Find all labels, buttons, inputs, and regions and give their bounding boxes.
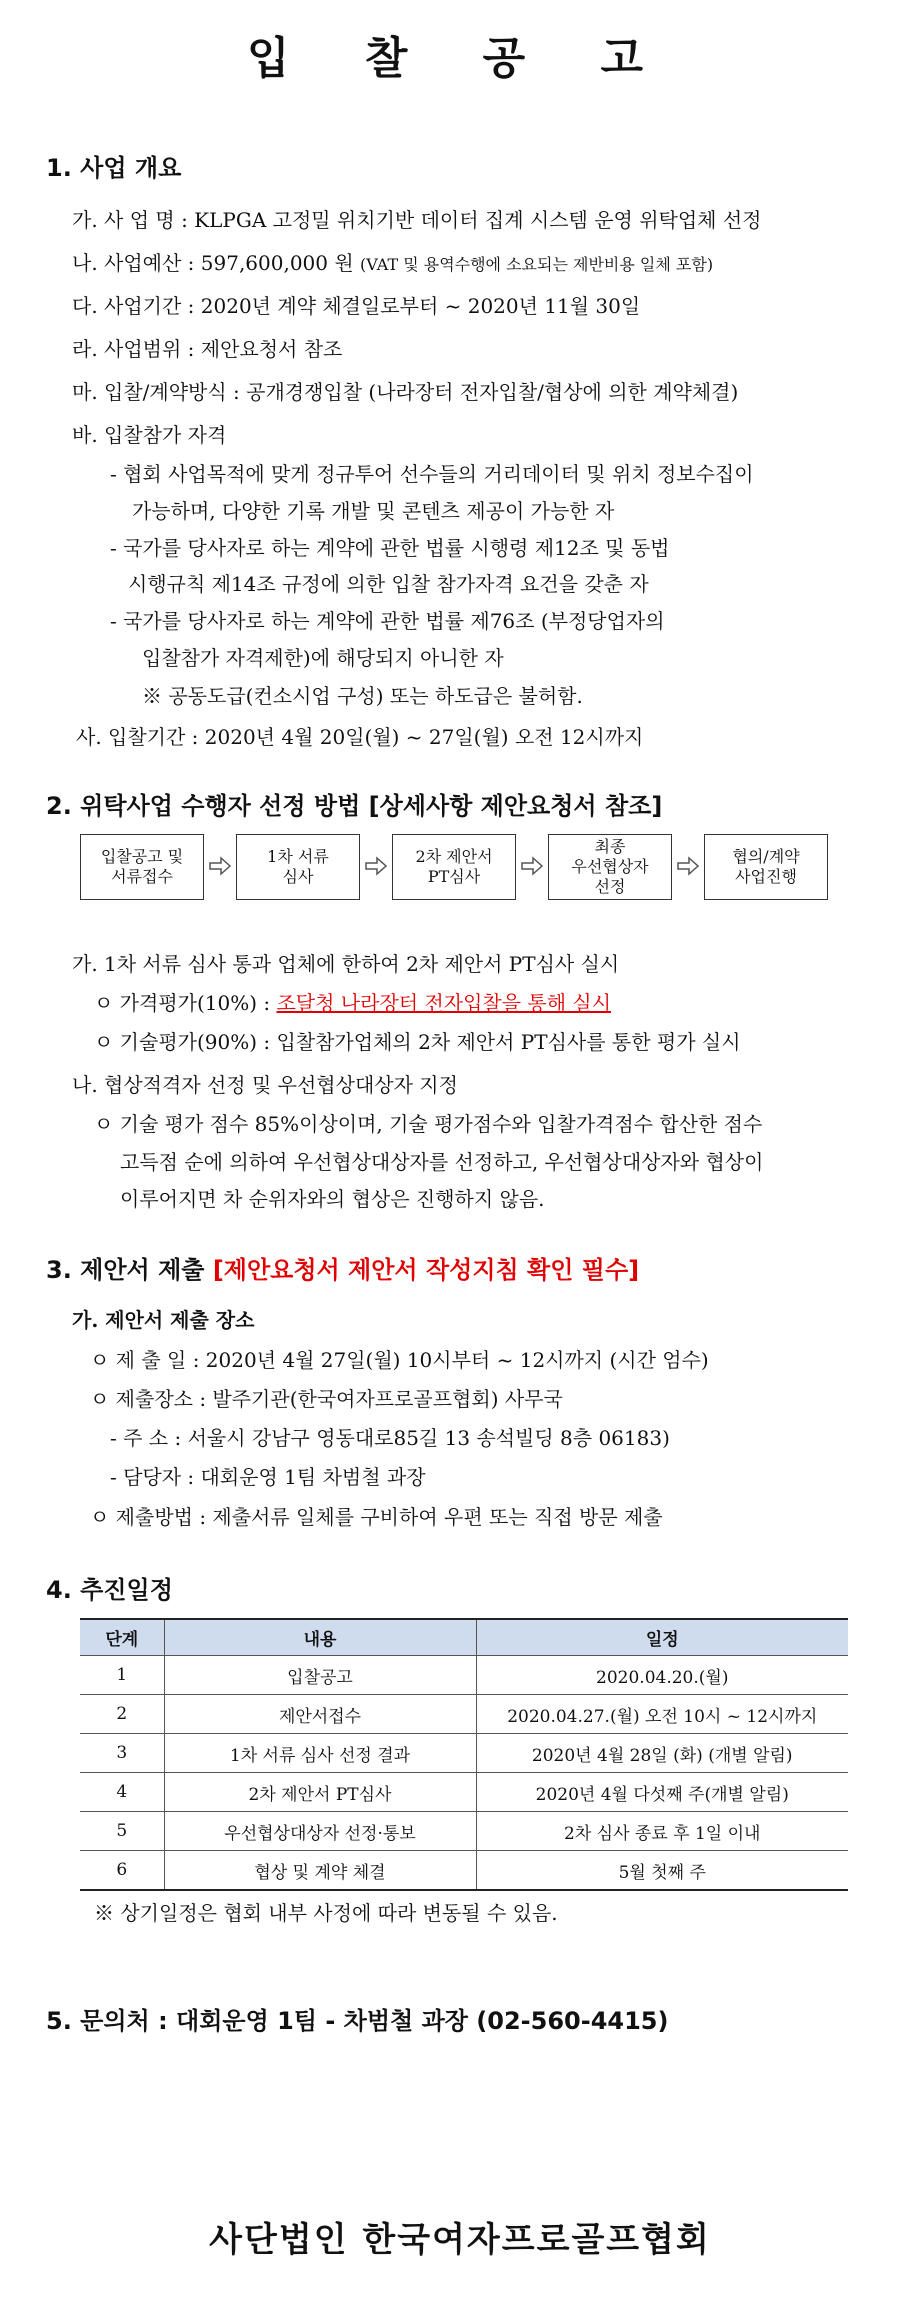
flow-step-4: 최종 우선협상자 선정 xyxy=(548,834,672,900)
submission-date: ㅇ 제 출 일 : 2020년 4월 27일(월) 10시부터 ~ 12시까지 (시간 엄수) xyxy=(90,1348,709,1372)
price-evaluation xyxy=(94,990,611,1016)
table-row xyxy=(80,1695,848,1734)
table-cell: 1차 서류 심사 선정 결과 xyxy=(164,1734,476,1773)
eligibility-title: 바. 입찰참가 자격 xyxy=(72,423,227,447)
section-4-heading: 4. 추진일정 xyxy=(46,1576,173,1604)
arrow-right-icon xyxy=(520,855,544,877)
contract-method: 마. 입찰/계약방식 : 공개경쟁입찰 (나라장터 전자입찰/협상에 의한 계약체결) xyxy=(72,380,739,404)
project-scope: 라. 사업범위 : 제안요청서 참조 xyxy=(72,337,343,361)
eligibility-line: 시행규칙 제14조 규정에 의한 입찰 참가자격 요건을 갖춘 자 xyxy=(128,572,649,596)
table-cell: 협상 및 계약 체결 xyxy=(164,1851,476,1891)
arrow-right-icon xyxy=(364,855,388,877)
flow-step-3: 2차 제안서 PT심사 xyxy=(392,834,516,900)
section-2-heading: 2. 위탁사업 수행자 선정 방법 [상세사항 제안요청서 참조] xyxy=(46,792,663,820)
arrow-right-icon xyxy=(676,855,700,877)
column-header: 일정 xyxy=(476,1619,848,1656)
price-evaluation-label: ㅇ 가격평가(10%) : xyxy=(94,991,277,1015)
negotiation-line: 고득점 순에 의하여 우선협상대상자를 선정하고, 우선협상대상자와 협상이 xyxy=(120,1150,764,1174)
flow-step-1: 입찰공고 및 서류접수 xyxy=(80,834,204,900)
bidding-period: 사. 입찰기간 : 2020년 4월 20일(월) ~ 27일(월) 오전 12시까지 xyxy=(76,725,644,749)
budget-text: 나. 사업예산 : 597,600,000 원 xyxy=(72,251,354,275)
eligibility-line: 가능하며, 다양한 기록 개발 및 콘텐츠 제공이 가능한 자 xyxy=(132,499,615,523)
project-name: 가. 사 업 명 : KLPGA 고정밀 위치기반 데이터 집계 시스템 운영 위탁업체 선정 xyxy=(72,208,762,232)
table-cell: 2020년 4월 28일 (화) (개별 알림) xyxy=(476,1734,848,1773)
table-row xyxy=(80,1851,848,1891)
arrow-right-icon xyxy=(208,855,232,877)
eligibility-line: - 협회 사업목적에 맞게 정규투어 선수들의 거리데이터 및 위치 정보수집이 xyxy=(110,462,754,486)
table-cell: 1 xyxy=(80,1656,164,1695)
submission-place-title: 가. 제안서 제출 장소 xyxy=(72,1308,255,1332)
table-header-row xyxy=(80,1619,848,1656)
organization-name: 사단법인 한국여자프로골프협회 xyxy=(209,2220,711,2260)
table-cell: 2차 심사 종료 후 1일 이내 xyxy=(476,1812,848,1851)
submission-address: - 주 소 : 서울시 강남구 영동대로85길 13 송석빌딩 8층 06183) xyxy=(110,1426,670,1450)
project-period: 다. 사업기간 : 2020년 계약 체결일로부터 ~ 2020년 11월 30일 xyxy=(72,294,641,318)
table-row xyxy=(80,1812,848,1851)
table-cell: 4 xyxy=(80,1773,164,1812)
table-cell: 제안서접수 xyxy=(164,1695,476,1734)
table-row xyxy=(80,1734,848,1773)
section-3-heading-text: 3. 제안서 제출 xyxy=(46,1256,213,1284)
flow-step-2: 1차 서류 심사 xyxy=(236,834,360,900)
table-cell: 5 xyxy=(80,1812,164,1851)
schedule-note: ※ 상기일정은 협회 내부 사정에 따라 변동될 수 있음. xyxy=(94,1901,558,1925)
page-title: 입 찰 공 고 xyxy=(247,33,673,84)
section-5-contact: 5. 문의처 : 대회운영 1팀 - 차범철 과장 (02-560-4415) xyxy=(46,2007,669,2035)
price-evaluation-method: 조달청 나라장터 전자입찰을 통해 실시 xyxy=(276,991,612,1015)
tech-evaluation: ㅇ 기술평가(90%) : 입찰참가업체의 2차 제안서 PT심사를 통한 평가 실시 xyxy=(94,1030,741,1054)
table-cell: 2020.04.27.(월) 오전 10시 ~ 12시까지 xyxy=(476,1695,848,1734)
table-cell: 우선협상대상자 선정·통보 xyxy=(164,1812,476,1851)
schedule-table xyxy=(80,1618,848,1891)
section-3-heading-warning: [제안요청서 제안서 작성지침 확인 필수] xyxy=(212,1256,640,1284)
submission-contact: - 담당자 : 대회운영 1팀 차범철 과장 xyxy=(110,1465,426,1489)
table-cell: 6 xyxy=(80,1851,164,1891)
section-3-heading xyxy=(46,1250,639,1285)
budget-note: (VAT 및 용역수행에 소요되는 제반비용 일체 포함) xyxy=(360,255,714,274)
table-cell: 2 xyxy=(80,1695,164,1734)
submission-method: ㅇ 제출방법 : 제출서류 일체를 구비하여 우편 또는 직접 방문 제출 xyxy=(90,1505,663,1529)
eligibility-line: - 국가를 당사자로 하는 계약에 관한 법률 시행령 제12조 및 동법 xyxy=(110,536,670,560)
project-budget xyxy=(72,250,713,278)
submission-place: ㅇ 제출장소 : 발주기관(한국여자프로골프협회) 사무국 xyxy=(90,1387,563,1411)
flow-step-5: 협의/계약 사업진행 xyxy=(704,834,828,900)
table-cell: 3 xyxy=(80,1734,164,1773)
table-cell: 입찰공고 xyxy=(164,1656,476,1695)
section-1-heading: 1. 사업 개요 xyxy=(46,154,182,182)
table-cell: 5월 첫째 주 xyxy=(476,1851,848,1891)
eligibility-line: 입찰참가 자격제한)에 해당되지 아니한 자 xyxy=(142,646,504,670)
eligibility-note: ※ 공동도급(컨소시업 구성) 또는 하도급은 불허함. xyxy=(142,684,583,708)
eligibility-line: - 국가를 당사자로 하는 계약에 관한 법률 제76조 (부정당업자의 xyxy=(110,609,665,633)
evaluation-intro: 가. 1차 서류 심사 통과 업체에 한하여 2차 제안서 PT심사 실시 xyxy=(72,952,620,976)
table-cell: 2020년 4월 다섯째 주(개별 알림) xyxy=(476,1773,848,1812)
column-header: 단계 xyxy=(80,1619,164,1656)
table-row xyxy=(80,1773,848,1812)
negotiation-line: ㅇ 기술 평가 점수 85%이상이며, 기술 평가점수와 입찰가격점수 합산한 점수 xyxy=(94,1112,763,1136)
table-cell: 2020.04.20.(월) xyxy=(476,1656,848,1695)
table-row xyxy=(80,1656,848,1695)
negotiation-title: 나. 협상적격자 선정 및 우선협상대상자 지정 xyxy=(72,1073,458,1097)
negotiation-line: 이루어지면 차 순위자와의 협상은 진행하지 않음. xyxy=(120,1187,545,1211)
table-cell: 2차 제안서 PT심사 xyxy=(164,1773,476,1812)
column-header: 내용 xyxy=(164,1619,476,1656)
